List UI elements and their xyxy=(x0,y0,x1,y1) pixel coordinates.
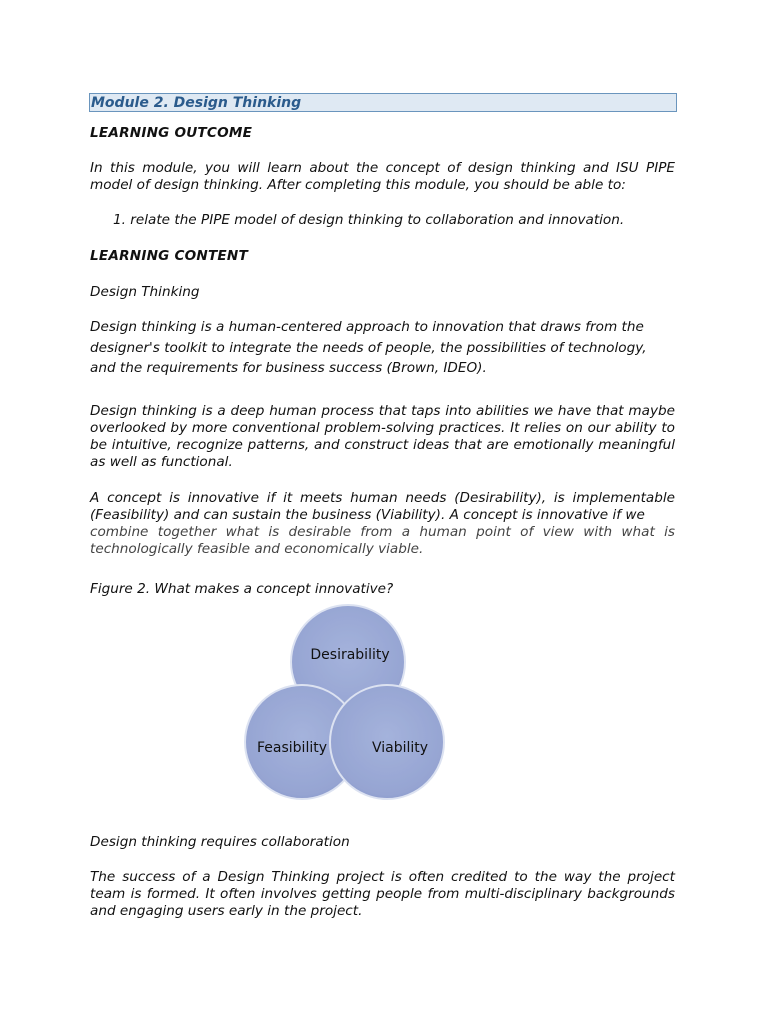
desirability-label: Desirability xyxy=(310,647,390,663)
outcome-list-item: 1. relate the PIPE model of design thinking to collaboration and innovation. xyxy=(113,212,625,228)
viability-label: Viability xyxy=(371,740,429,756)
learning-content-heading: LEARNING CONTENT xyxy=(90,248,248,264)
paragraph-innovative-concept-cont: combine together what is desirable from a human point of view with what is technologically feasible and economically viable. xyxy=(90,524,675,557)
collaboration-subheading: Design thinking requires collaboration xyxy=(90,834,350,850)
figure-caption: Figure 2. What makes a concept innovative? xyxy=(90,581,394,597)
learning-outcome-intro: In this module, you will learn about the concept of design thinking and ISU PIPE model of design thinking. After completing this module, you should be able to: xyxy=(90,160,675,193)
paragraph-deep-human-process: Design thinking is a deep human process that taps into abilities we have that maybe overlooked by more conventional problem-solving practices. It relies on our ability to be intuitive, recognize patterns, and construct ideas that are emotionally meaningful as well as functional. xyxy=(90,403,675,470)
paragraph-human-centered: Design thinking is a human-centered approach to innovation that draws from the designer's toolkit to integrate the needs of people, the possibilities of technology, and the requirements for business success (Brown, IDEO). xyxy=(90,319,647,376)
paragraph-innovative-concept: A concept is innovative if it meets human needs (Desirability), is implementable (Feasibility) and can sustain the business (Viability). A concept is innovative if we xyxy=(90,490,675,523)
paragraph-collaboration: The success of a Design Thinking project is often credited to the way the project team is formed. It often involves getting people from multi-disciplinary backgrounds and engaging users early in the project. xyxy=(90,869,675,919)
module-title: Module 2. Design Thinking xyxy=(91,95,302,111)
feasibility-label: Feasibility xyxy=(257,740,327,756)
learning-outcome-heading: LEARNING OUTCOME xyxy=(90,125,253,141)
module-title-box xyxy=(89,93,677,112)
venn-diagram xyxy=(240,600,450,806)
design-thinking-subheading: Design Thinking xyxy=(90,284,200,300)
